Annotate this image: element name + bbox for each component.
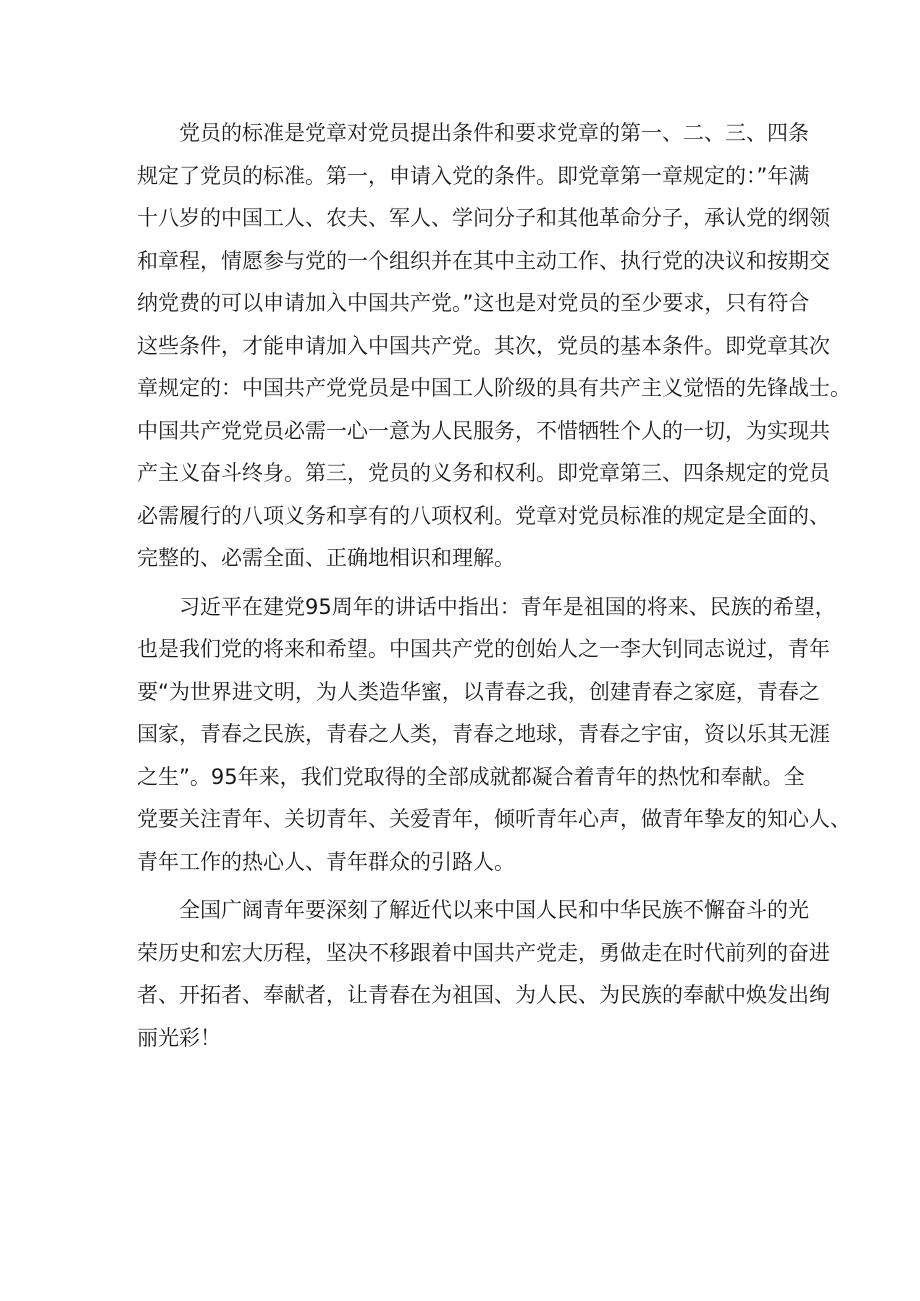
text-line: 中国共产党党员必需一心一意为人民服务，不惜牺牲个人的一切，为实现共 <box>137 418 830 443</box>
text-line: 习近平在建党95周年的讲话中指出：青年是祖国的将来、民族的希望， <box>179 594 836 619</box>
text-line: 产主义奋斗终身。第三，党员的义务和权利。即党章第三、四条规定的党员 <box>137 461 830 485</box>
paragraph-youth-call <box>137 889 830 1059</box>
text-line: 全国广阔青年要深刻了解近代以来中国人民和中华民族不懈奋斗的光 <box>179 898 809 922</box>
text-line: 要“为世界进文明，为人类造华蜜，以青春之我，创建青春之家庭，青春之 <box>137 679 820 704</box>
text-line: 荣历史和宏大历程，坚决不移跟着中国共产党走，勇做走在时代前列的奋进 <box>137 940 830 965</box>
text-line: 章规定的：中国共产党党员是中国工人阶级的具有共产主义觉悟的先锋战士。 <box>137 376 851 400</box>
text-line: 之生”。95年来，我们党取得的全部成就都凝合着青年的热忱和奉献。全 <box>137 764 805 789</box>
text-line: 规定了党员的标准。第一，申请入党的条件。即党章第一章规定的：”年满 <box>137 163 810 188</box>
text-line: 党员的标准是党章对党员提出条件和要求党章的第一、二、三、四条 <box>179 121 809 145</box>
text-line: 必需履行的八项义务和享有的八项权利。党章对党员标准的规定是全面的、 <box>137 503 830 528</box>
text-line: 和章程，情愿参与党的一个组织并在其中主动工作、执行党的决议和按期交 <box>137 248 830 273</box>
text-line: 国家，青春之民族，青春之人类，青春之地球，青春之宇宙，资以乐其无涯 <box>137 722 830 746</box>
paragraph-party-member-standards <box>137 112 851 580</box>
text-line: 者、开拓者、奉献者，让青春在为祖国、为人民、为民族的奉献中焕发出绚 <box>137 983 830 1007</box>
paragraph-youth-speech <box>137 586 851 884</box>
text-line: 完整的、必需全面、正确地相识和理解。 <box>137 546 515 570</box>
text-line: 也是我们党的将来和希望。中国共产党的创始人之一李大钊同志说过，青年 <box>137 637 830 661</box>
text-line: 青年工作的热心人、青年群众的引路人。 <box>137 849 515 874</box>
document-body <box>137 112 851 1059</box>
text-line: 丽光彩！ <box>137 1025 221 1050</box>
text-line: 十八岁的中国工人、农夫、军人、学问分子和其他革命分子，承认党的纲领 <box>137 206 830 230</box>
text-line: 党要关注青年、关切青年、关爱青年，倾听青年心声，做青年挚友的知心人、 <box>137 807 851 831</box>
text-line: 这些条件，才能申请加入中国共产党。其次，党员的基本条件。即党章其次 <box>137 333 830 358</box>
text-line: 纳党费的可以申请加入中国共产党。”这也是对党员的至少要求，只有符合 <box>137 291 810 315</box>
